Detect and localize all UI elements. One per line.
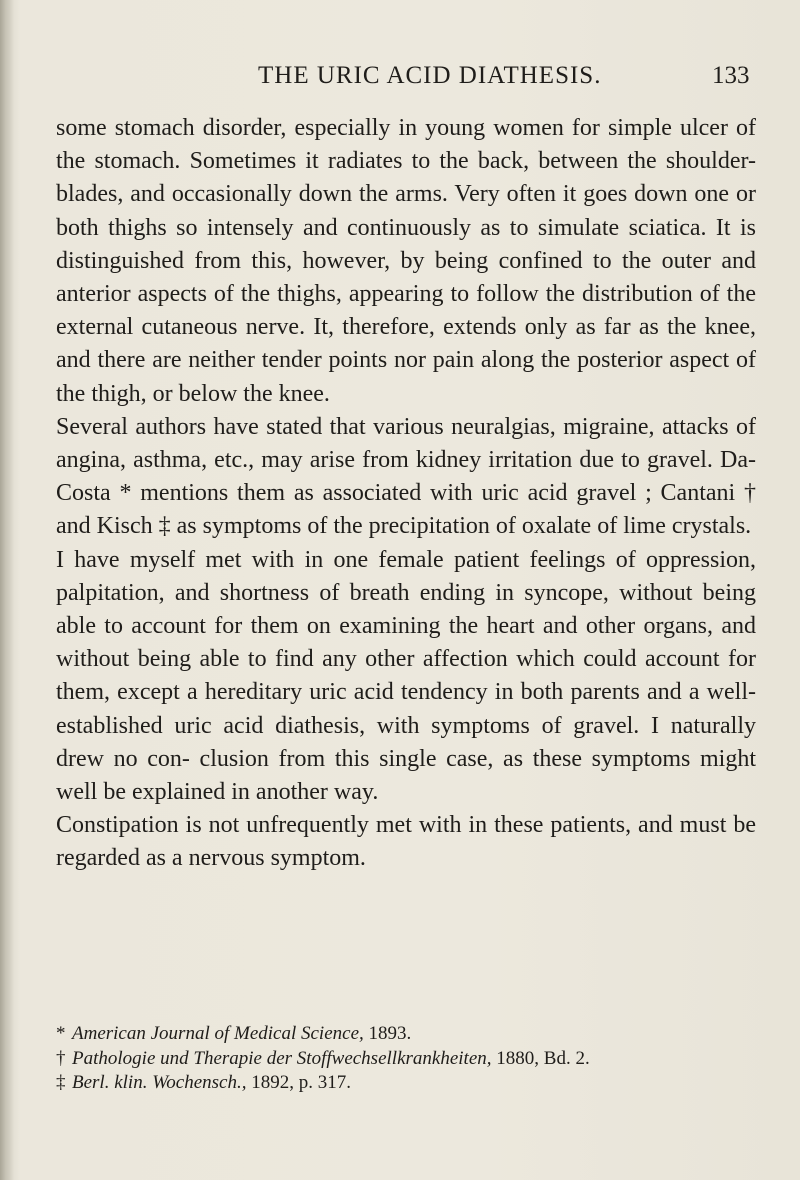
running-title: THE URIC ACID DIATHESIS. — [258, 62, 602, 89]
paragraph: some stomach disorder, especially in young women for simple ulcer of the stomach. Sometimes it radiates to the back, between the shoulder-blades, and occasionally down the arms. Very often it goes down one or both thighs so intensely and continuously as to simulate sciatica. It is distinguished from this, however, by being confined to the outer and anterior aspects of the thighs, appearing to follow the distribution of the external cutaneous nerve. It, therefore, extends only as far as the knee, and there are neither tender points nor pain along the posterior aspect of the thigh, or below the knee. — [56, 115, 756, 407]
footnote-details: 1880, Bd. 2. — [491, 1047, 590, 1069]
footnote — [56, 1047, 756, 1072]
footnote-title: Berl. klin. Wochensch., — [72, 1072, 247, 1094]
footnote-mark: * — [56, 1023, 66, 1044]
footnote-mark: † — [56, 1047, 66, 1069]
footnote-title: American Journal of Medical Science, — [72, 1023, 364, 1044]
footnote-title: Pathologie und Therapie der Stoffwechsellkrankheiten, — [72, 1047, 492, 1069]
page-number: 133 — [712, 62, 750, 89]
page-spine-shadow — [0, 0, 14, 1180]
page-header — [0, 62, 800, 102]
footnote-details: 1893. — [363, 1023, 412, 1044]
body-text — [56, 112, 756, 876]
footnotes — [56, 1022, 756, 1096]
paragraph: Several authors have stated that various neuralgias, migraine, attacks of angina, asthma, etc., may arise from kidney irritation due to gravel. Da-Costa * mentions them as associated with uric acid gravel ; Cantani † and Kisch ‡ as symptoms of the precipitation of oxalate of lime crystals. — [56, 413, 756, 540]
footnote-details: 1892, p. 317. — [246, 1072, 351, 1094]
footnote — [56, 1071, 756, 1096]
paragraph: I have myself met with in one female patient feelings of oppression, palpitation, and shortness of breath ending in syncope, without being able to account for them on examining the heart and other organs, and without being able to find any other affection which could account for them, except a hereditary uric acid tendency in both parents and a well-established uric acid diathesis, with symptoms of gravel. I naturally drew no con- clusion from this single case, as these symptoms might well be explained in another way. — [56, 546, 756, 806]
footnote — [56, 1022, 756, 1047]
footnote-mark: ‡ — [56, 1072, 66, 1094]
paragraph: Constipation is not unfrequently met with in these patients, and must be regarded as a nervous symptom. — [56, 812, 756, 872]
